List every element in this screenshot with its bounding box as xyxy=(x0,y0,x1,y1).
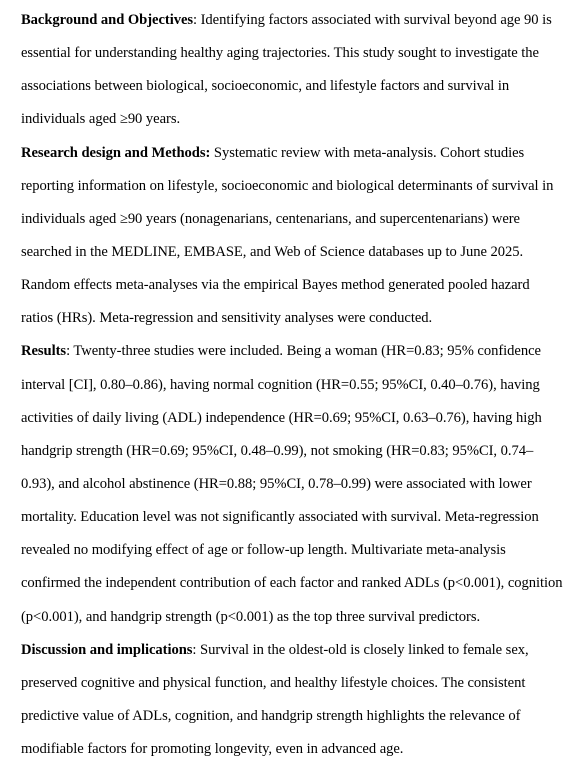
text-line: modifiable factors for promoting longevity, even in advanced age. xyxy=(21,741,404,758)
section-heading: Discussion and implications xyxy=(21,641,193,658)
text-line xyxy=(21,634,583,667)
text-line: handgrip strength (HR=0.69; 95%CI, 0.48–0.99), not smoking (HR=0.83; 95%CI, 0.74– xyxy=(21,442,534,459)
text-line xyxy=(21,137,583,170)
text-line: (p<0.001), and handgrip strength (p<0.001) as the top three survival predictors. xyxy=(21,608,481,625)
text-line: individuals aged ≥90 years. xyxy=(21,111,181,128)
section-research-design-methods xyxy=(21,137,583,336)
heading-separator: : xyxy=(193,12,201,28)
body-text: Twenty-three studies were included. Being a woman (HR=0.83; 95% confidence xyxy=(73,343,541,360)
text-line: interval [CI], 0.80–0.86), having normal cognition (HR=0.55; 95%CI, 0.40–0.76), having xyxy=(21,376,540,393)
body-text: Identifying factors associated with survival beyond age 90 is xyxy=(200,12,552,28)
heading-separator: : xyxy=(66,343,74,360)
section-background-objectives xyxy=(21,4,583,137)
text-line: searched in the MEDLINE, EMBASE, and Web of Science databases up to June 2025. xyxy=(21,243,524,260)
text-line: mortality. Education level was not significantly associated with survival. Meta-regression xyxy=(21,509,539,526)
text-line xyxy=(21,4,583,37)
section-discussion-implications xyxy=(21,634,583,766)
section-heading: Results xyxy=(21,343,67,360)
section-heading: Background and Objectives xyxy=(21,12,194,28)
text-line: essential for understanding healthy aging trajectories. This study sought to investigate the xyxy=(21,45,539,62)
text-line: activities of daily living (ADL) independence (HR=0.69; 95%CI, 0.63–0.76), having high xyxy=(21,409,542,426)
text-line: 0.93), and alcohol abstinence (HR=0.88; 95%CI, 0.78–0.99) were associated with lower xyxy=(21,475,532,492)
section-heading: Research design and Methods: xyxy=(21,144,211,161)
section-results xyxy=(21,335,583,633)
text-line: predictive value of ADLs, cognition, and handgrip strength highlights the relevance of xyxy=(21,707,521,724)
heading-separator: : xyxy=(192,641,200,658)
body-text: Survival in the oldest-old is closely linked to female sex, xyxy=(200,641,529,658)
text-line xyxy=(21,335,583,368)
text-line: Random effects meta-analyses via the empirical Bayes method generated pooled hazard xyxy=(21,277,530,294)
body-text: Systematic review with meta-analysis. Cohort studies xyxy=(213,144,525,161)
text-line: reporting information on lifestyle, socioeconomic and biological determinants of survival in xyxy=(21,177,554,194)
text-line: associations between biological, socioeconomic, and lifestyle factors and survival in xyxy=(21,78,510,95)
text-line: preserved cognitive and physical function, and healthy lifestyle choices. The consistent xyxy=(21,674,526,691)
abstract-body xyxy=(21,4,583,766)
text-line: revealed no modifying effect of age or follow-up length. Multivariate meta-analysis xyxy=(21,542,506,559)
text-line: individuals aged ≥90 years (nonagenarians, centenarians, and supercentenarians) were xyxy=(21,210,520,227)
text-line: ratios (HRs). Meta-regression and sensitivity analyses were conducted. xyxy=(21,310,433,327)
text-line: confirmed the independent contribution of each factor and ranked ADLs (p<0.001), cognition xyxy=(21,575,563,592)
